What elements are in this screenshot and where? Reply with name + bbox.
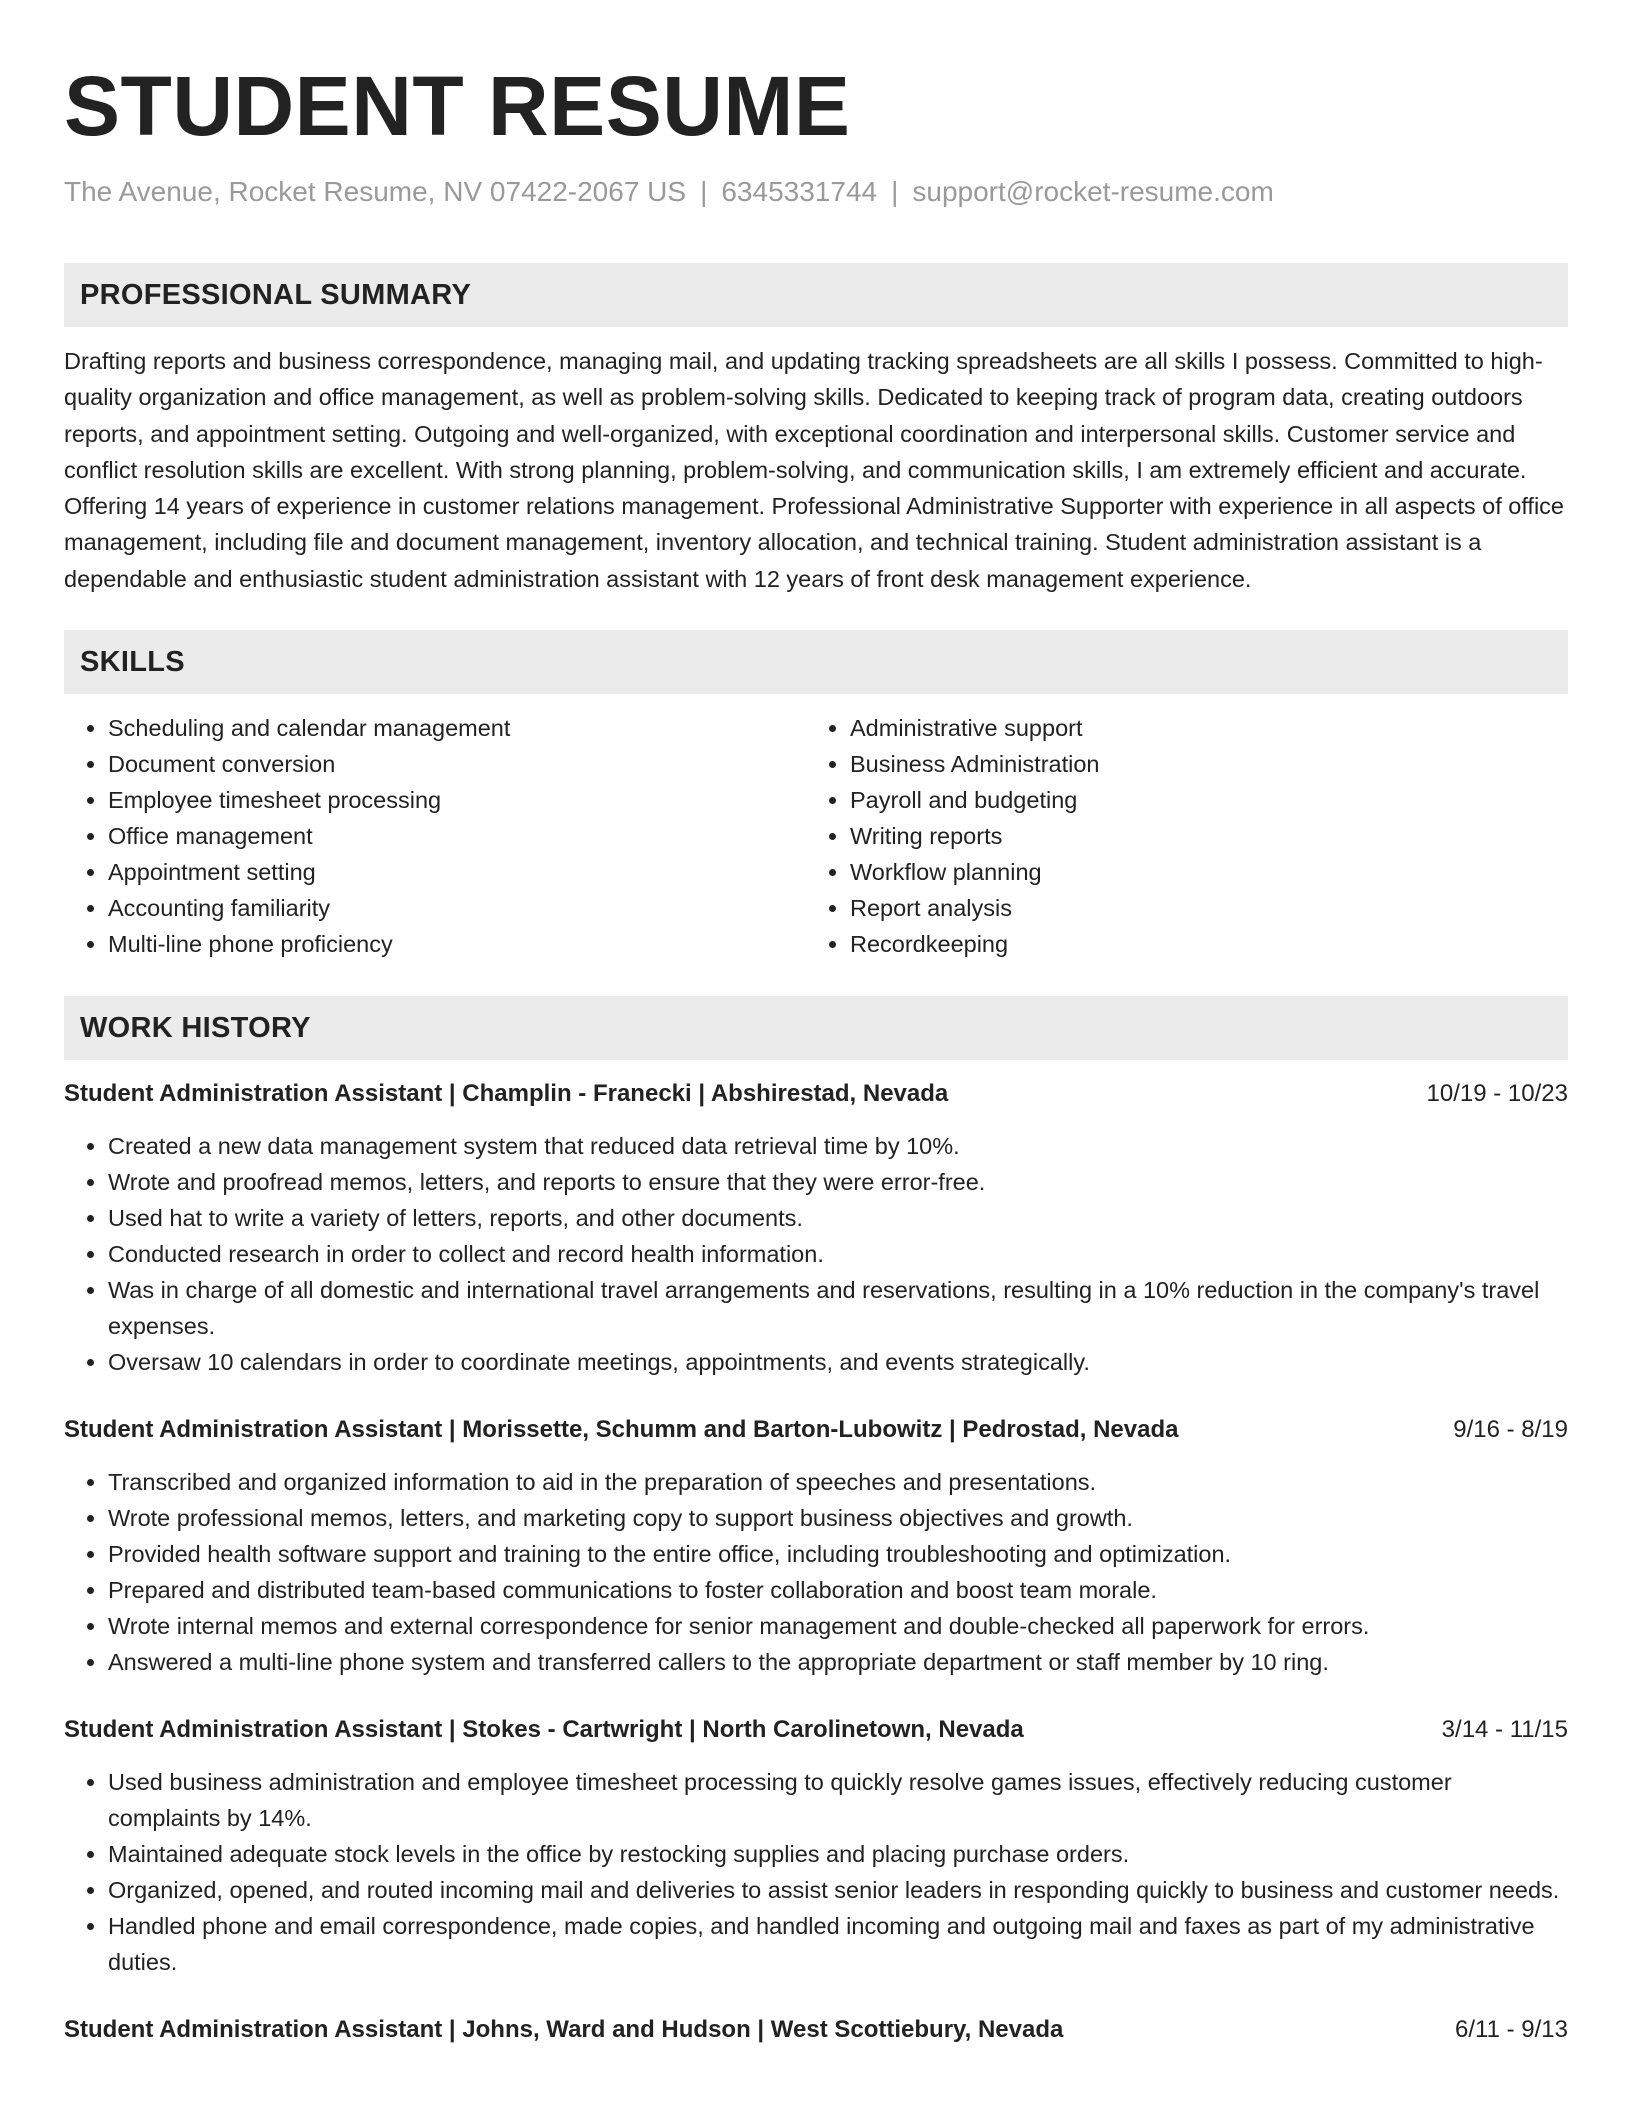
job-entry xyxy=(64,1412,1568,1680)
resume-title: STUDENT RESUME xyxy=(64,59,851,153)
job-title: Student Administration Assistant | Morissette, Schumm and Barton-Lubowitz | Pedrostad, Nevada xyxy=(64,1416,1179,1444)
skills-columns xyxy=(64,710,1568,962)
job-bullet: • Transcribed and organized information to aid in the preparation of speeches and presentations. xyxy=(108,1464,1568,1500)
skill-item: • Scheduling and calendar management xyxy=(108,710,806,746)
contact-line xyxy=(64,174,1568,210)
job-bullets xyxy=(64,1128,1568,1380)
job-bullet: • Organized, opened, and routed incoming mail and deliveries to assist senior leaders in responding quickly to business and customer needs. xyxy=(108,1872,1568,1908)
work-history-heading: WORK HISTORY xyxy=(64,996,1568,1060)
job-bullet: • Prepared and distributed team-based communications to foster collaboration and boost team morale. xyxy=(108,1572,1568,1608)
skill-item: • Office management xyxy=(108,818,806,854)
resume-page xyxy=(64,0,1568,2048)
job-header xyxy=(64,1412,1568,1448)
job-dates: 9/16 - 8/19 xyxy=(1453,1416,1568,1444)
skill-item: • Workflow planning xyxy=(850,854,1568,890)
job-title: Student Administration Assistant | Champlin - Franecki | Abshirestad, Nevada xyxy=(64,1080,949,1108)
job-bullet: • Handled phone and email correspondence, made copies, and handled incoming and outgoing mail and faxes as part of my administrative duties. xyxy=(108,1908,1568,1980)
job-bullet: • Wrote internal memos and external correspondence for senior management and double-checked all paperwork for errors. xyxy=(108,1608,1568,1644)
job-bullet: • Created a new data management system that reduced data retrieval time by 10%. xyxy=(108,1128,1568,1164)
job-bullet: • Conducted research in order to collect and record health information. xyxy=(108,1236,1568,1272)
job-bullets xyxy=(64,1464,1568,1680)
job-bullet: • Oversaw 10 calendars in order to coordinate meetings, appointments, and events strategically. xyxy=(108,1344,1568,1380)
skill-item: • Employee timesheet processing xyxy=(108,782,806,818)
address-text: The Avenue, Rocket Resume, NV 07422-2067 US xyxy=(64,176,687,207)
contact-separator: | xyxy=(891,176,899,207)
skill-item: • Accounting familiarity xyxy=(108,890,806,926)
job-entry xyxy=(64,2012,1568,2048)
job-title: Student Administration Assistant | Johns, Ward and Hudson | West Scottiebury, Nevada xyxy=(64,2016,1064,2044)
job-bullets xyxy=(64,1764,1568,1980)
job-header xyxy=(64,1712,1568,1748)
skill-item: • Payroll and budgeting xyxy=(850,782,1568,818)
job-dates: 6/11 - 9/13 xyxy=(1455,2016,1568,2044)
job-title: Student Administration Assistant | Stokes - Cartwright | North Carolinetown, Nevada xyxy=(64,1716,1024,1744)
job-bullet: • Used hat to write a variety of letters, reports, and other documents. xyxy=(108,1200,1568,1236)
skills-heading: SKILLS xyxy=(64,630,1568,694)
skill-item: • Multi-line phone proficiency xyxy=(108,926,806,962)
skills-list-right xyxy=(806,710,1568,962)
skill-item: • Document conversion xyxy=(108,746,806,782)
job-dates: 10/19 - 10/23 xyxy=(1426,1080,1568,1108)
email-text: support@rocket-resume.com xyxy=(912,176,1274,207)
job-bullet: • Was in charge of all domestic and international travel arrangements and reservations, resulting in a 10% reduction in the company's travel expenses. xyxy=(108,1272,1568,1344)
job-header xyxy=(64,1076,1568,1112)
job-bullet: • Used business administration and employee timesheet processing to quickly resolve games issues, effectively reducing customer complaints by 14%. xyxy=(108,1764,1568,1836)
skill-item: • Administrative support xyxy=(850,710,1568,746)
job-header xyxy=(64,2012,1568,2048)
skills-list-left xyxy=(64,710,806,962)
job-bullet: • Maintained adequate stock levels in the office by restocking supplies and placing purchase orders. xyxy=(108,1836,1568,1872)
job-bullet: • Provided health software support and training to the entire office, including troubleshooting and optimization. xyxy=(108,1536,1568,1572)
job-bullet: • Answered a multi-line phone system and transferred callers to the appropriate department or staff member by 10 ring. xyxy=(108,1644,1568,1680)
job-entry xyxy=(64,1076,1568,1380)
professional-summary-heading: PROFESSIONAL SUMMARY xyxy=(64,263,1568,327)
skill-item: • Recordkeeping xyxy=(850,926,1568,962)
job-entry xyxy=(64,1712,1568,1980)
professional-summary-text: Drafting reports and business correspondence, managing mail, and updating tracking spreadsheets are all skills I possess. Committed to high-quality organization and office management, as well as problem-solving skills. Dedicated to keeping track of program data, creating outdoors reports, and appointment setting. Outgoing and well-organized, with exceptional coordination and interpersonal skills. Customer service and conflict resolution skills are excellent. With strong planning, problem-solving, and communication skills, I am extremely efficient and accurate. Offering 14 years of experience in customer relations management. Professional Administrative Supporter with experience in all aspects of office management, including file and document management, inventory allocation, and technical training. Student administration assistant is a dependable and enthusiastic student administration assistant with 12 years of front desk management experience. xyxy=(64,348,1564,592)
contact-separator: | xyxy=(700,176,708,207)
phone-text: 6345331744 xyxy=(721,176,878,207)
skill-item: • Report analysis xyxy=(850,890,1568,926)
skill-item: • Business Administration xyxy=(850,746,1568,782)
job-dates: 3/14 - 11/15 xyxy=(1441,1716,1568,1744)
skill-item: • Appointment setting xyxy=(108,854,806,890)
job-bullet: • Wrote professional memos, letters, and marketing copy to support business objectives and growth. xyxy=(108,1500,1568,1536)
skill-item: • Writing reports xyxy=(850,818,1568,854)
job-bullet: • Wrote and proofread memos, letters, and reports to ensure that they were error-free. xyxy=(108,1164,1568,1200)
